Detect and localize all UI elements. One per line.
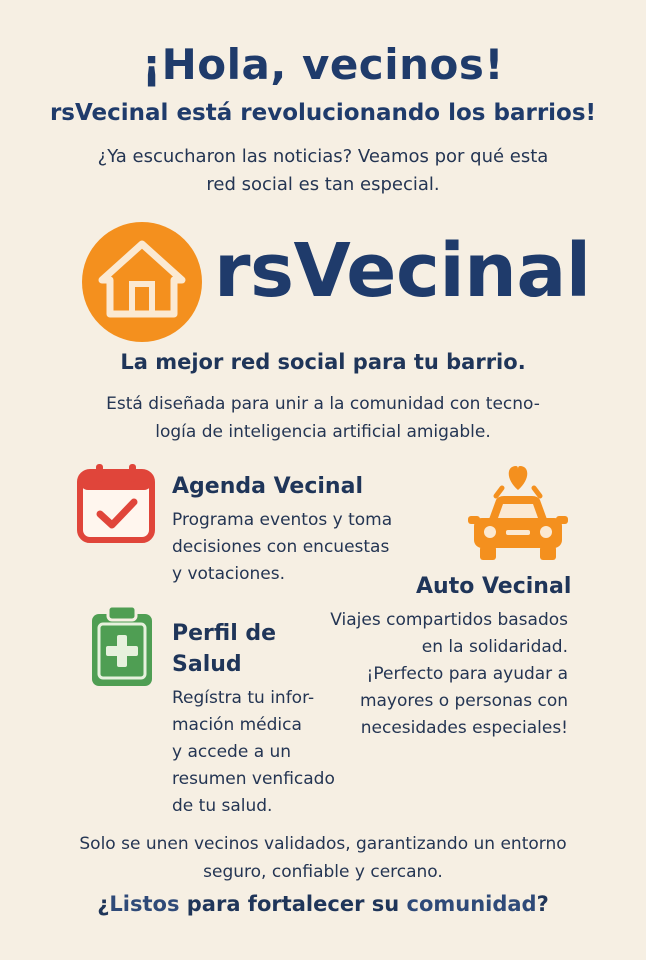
salud-title-line-2: Salud [172,652,242,677]
salud-description [172,685,335,820]
call-to-action [0,892,646,916]
page-subtitle: rsVecinal está revolucionando los barrios! [49,100,597,126]
intro-line-2: red social es tan especial. [206,174,440,195]
car-heart-icon [466,460,570,566]
auto-line-3: ¡Perfecto para ayudar a [366,664,568,684]
salud-line-5: de tu salud. [172,796,273,816]
agenda-title: Agenda Vecinal [172,474,363,499]
auto-title: Auto Vecinal [416,574,572,599]
tagline: La mejor red social para tu barrio. [120,350,526,374]
salud-line-1: Regístra tu infor- [172,688,315,708]
calendar-check-icon [76,462,156,544]
salud-title [172,618,276,680]
intro-line-1: ¿Ya escucharon las noticias? Veamos por qué esta [97,146,549,167]
description-line-1: Está diseñada para unir a la comunidad con tecno- [106,394,540,414]
closing-text [0,830,646,886]
auto-line-5: necesidades especiales! [360,718,568,738]
salud-title-line-1: Perfil de [172,621,277,646]
auto-description [330,607,568,742]
description-line-2: logía de inteligencia artificial amigable. [155,422,491,442]
auto-line-2: en la solidaridad. [421,637,568,657]
salud-line-3: y accede a un [172,742,292,762]
agenda-line-1: Programa eventos y toma [172,510,393,530]
intro-text [0,143,646,199]
salud-line-2: mación médica [172,715,302,735]
salud-line-4: resumen venficado [172,769,335,789]
auto-line-4: mayores o personas con [359,691,568,711]
closing-line-1: Solo se unen vecinos validados, garantizando un entorno [79,834,567,854]
cta-open-mark: ¿ [97,892,110,916]
cta-middle: para fortalecer su [179,892,407,916]
medical-clipboard-icon [88,604,156,690]
agenda-line-2: decisiones con encuestas [172,537,390,557]
cta-word-listos: Listos [109,892,180,916]
agenda-description [172,507,392,588]
house-icon [82,222,202,342]
logo-wordmark: rsVecinal [214,228,591,314]
agenda-line-3: y votaciones. [172,564,285,584]
auto-line-1: Viajes compartidos basados [330,610,568,630]
page-title: ¡Hola, vecinos! [141,40,505,89]
closing-line-2: seguro, confiable y cercano. [203,862,443,882]
cta-close-mark: ? [536,892,549,916]
cta-word-comunidad: comunidad [406,892,537,916]
description [0,390,646,446]
